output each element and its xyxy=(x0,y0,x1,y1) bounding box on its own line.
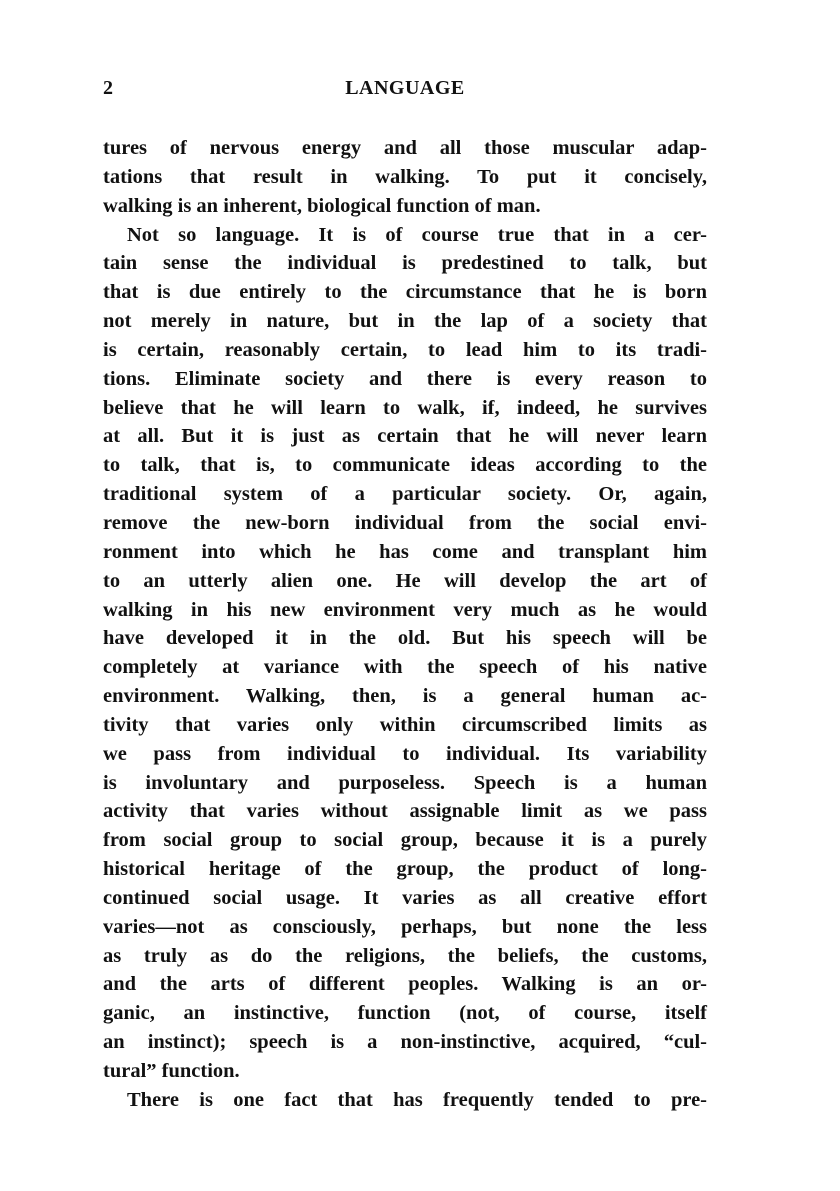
text-line: Not so language. It is of course true that in a cer- xyxy=(127,223,707,246)
text-line: remove the new-born individual from the social envi- xyxy=(103,511,707,534)
text-line: we pass from individual to individual. Its variability xyxy=(103,742,707,765)
text-line: have developed it in the old. But his speech will be xyxy=(103,627,707,650)
text-line: ganic, an instinctive, function (not, of course, itself xyxy=(103,1002,707,1025)
text-line: tures of nervous energy and all those muscular adap- xyxy=(103,137,707,159)
text-line: not merely in nature, but in the lap of a society that xyxy=(103,310,707,333)
text-line: There is one fact that has frequently tended to pre- xyxy=(127,1088,707,1111)
page-header xyxy=(103,73,707,103)
text-line: varies—not as consciously, perhaps, but none the less xyxy=(103,915,707,938)
text-line: and the arts of different peoples. Walking is an or- xyxy=(103,973,707,996)
text-line: ronment into which he has come and transplant him xyxy=(103,540,707,563)
body-text xyxy=(103,134,707,1115)
text-line: historical heritage of the group, the product of long- xyxy=(103,858,707,881)
text-line: walking in his new environment very much as he would xyxy=(103,598,707,621)
text-line: tain sense the individual is predestined to talk, but xyxy=(103,252,707,275)
text-line: that is due entirely to the circumstance that he is born xyxy=(103,281,707,304)
text-line: to an utterly alien one. He will develop the art of xyxy=(103,569,707,592)
text-line: traditional system of a particular society. Or, again, xyxy=(103,483,707,506)
text-line: activity that varies without assignable limit as we pass xyxy=(103,800,707,823)
text-line: environment. Walking, then, is a general human ac- xyxy=(103,685,707,708)
running-head: LANGUAGE xyxy=(345,77,465,99)
text-line: an instinct); speech is a non-instinctive, acquired, “cul- xyxy=(103,1031,707,1054)
text-line: from social group to social group, because it is a purely xyxy=(103,829,707,852)
text-line: at all. But it is just as certain that he will never learn xyxy=(103,425,707,448)
text-line: completely at variance with the speech of his native xyxy=(103,656,707,679)
text-line: as truly as do the religions, the beliefs, the customs, xyxy=(103,944,707,967)
text-line: tural” function. xyxy=(103,1060,240,1082)
page-number: 2 xyxy=(103,77,113,99)
text-line: walking is an inherent, biological function of man. xyxy=(103,194,541,217)
text-line: is certain, reasonably certain, to lead him to its tradi- xyxy=(103,338,707,361)
text-line: to talk, that is, to communicate ideas according to the xyxy=(103,454,707,477)
text-line: tivity that varies only within circumscribed limits as xyxy=(103,713,707,736)
text-line: is involuntary and purposeless. Speech is a human xyxy=(103,771,707,794)
text-line: believe that he will learn to walk, if, indeed, he survives xyxy=(103,396,707,419)
text-line: continued social usage. It varies as all creative effort xyxy=(103,886,707,909)
text-line: tions. Eliminate society and there is every reason to xyxy=(103,367,707,390)
text-line: tations that result in walking. To put it concisely, xyxy=(103,165,707,188)
